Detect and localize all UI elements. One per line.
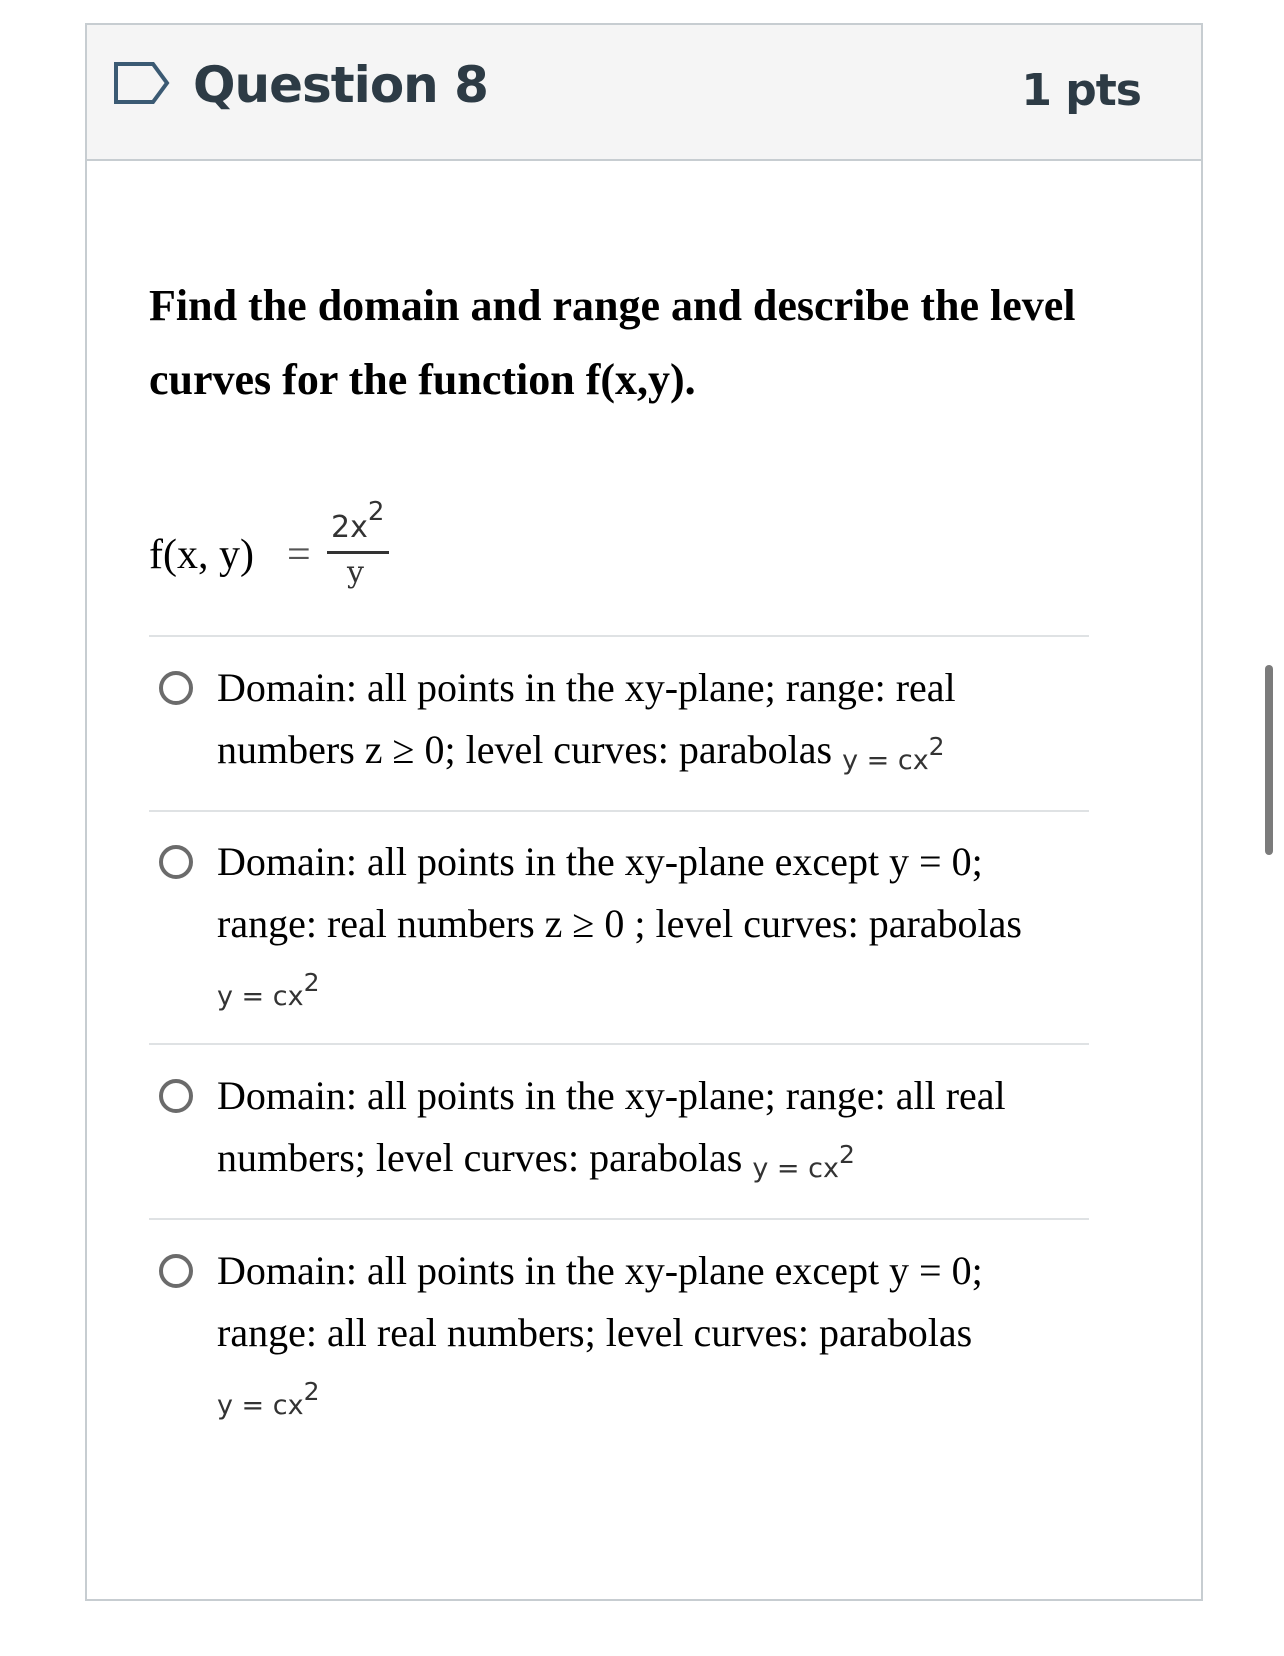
answer-option-text: Domain: all points in the xy-plane; range: all real numbers; level curves: parabolas $y = cx^2$ bbox=[217, 1065, 1057, 1200]
divider bbox=[149, 1043, 1089, 1045]
option-equation: $y = cx^2$ bbox=[217, 1377, 320, 1421]
formula-denominator: y bbox=[347, 555, 364, 590]
question-points: 1 pts bbox=[1021, 65, 1141, 116]
formula-lhs: f(x, y) bbox=[149, 532, 254, 578]
option-equation: $y = cx^2$ bbox=[752, 1140, 855, 1184]
divider bbox=[149, 635, 1089, 637]
option-equation: $y = cx^2$ bbox=[217, 968, 320, 1012]
function-formula bbox=[149, 497, 449, 613]
divider bbox=[149, 810, 1089, 812]
fraction-bar bbox=[327, 551, 389, 554]
formula-numerator-exponent: 2 bbox=[367, 497, 385, 527]
flag-icon[interactable] bbox=[113, 61, 171, 105]
question-title: Question 8 bbox=[193, 56, 488, 114]
question-prompt: Find the domain and range and describe the level curves for the function f(x,y). bbox=[149, 281, 1076, 404]
option-equation: $y = cx^2$ bbox=[842, 732, 945, 776]
radio-button[interactable] bbox=[159, 845, 193, 879]
radio-button[interactable] bbox=[159, 1079, 193, 1113]
radio-button[interactable] bbox=[159, 1254, 193, 1288]
question-header bbox=[87, 25, 1201, 161]
answer-option-text: Domain: all points in the xy-plane except y = 0; range: real numbers z ≥ 0 ; level curves: parabolas $y = cx^2$ bbox=[217, 831, 1057, 1028]
question-card bbox=[85, 23, 1203, 1601]
formula-equals: = bbox=[287, 532, 311, 578]
divider bbox=[149, 1218, 1089, 1220]
formula-fraction bbox=[327, 497, 391, 613]
answer-option-text: Domain: all points in the xy-plane; range: real numbers z ≥ 0; level curves: parabolas $y = cx^2$ bbox=[217, 657, 1057, 792]
formula-numerator: $2x^2$ bbox=[331, 497, 385, 545]
answer-option-text: Domain: all points in the xy-plane except y = 0; range: all real numbers; level curves: parabolas $y = cx^2$ bbox=[217, 1240, 1057, 1437]
scrollbar[interactable] bbox=[1265, 665, 1273, 855]
radio-button[interactable] bbox=[159, 671, 193, 705]
